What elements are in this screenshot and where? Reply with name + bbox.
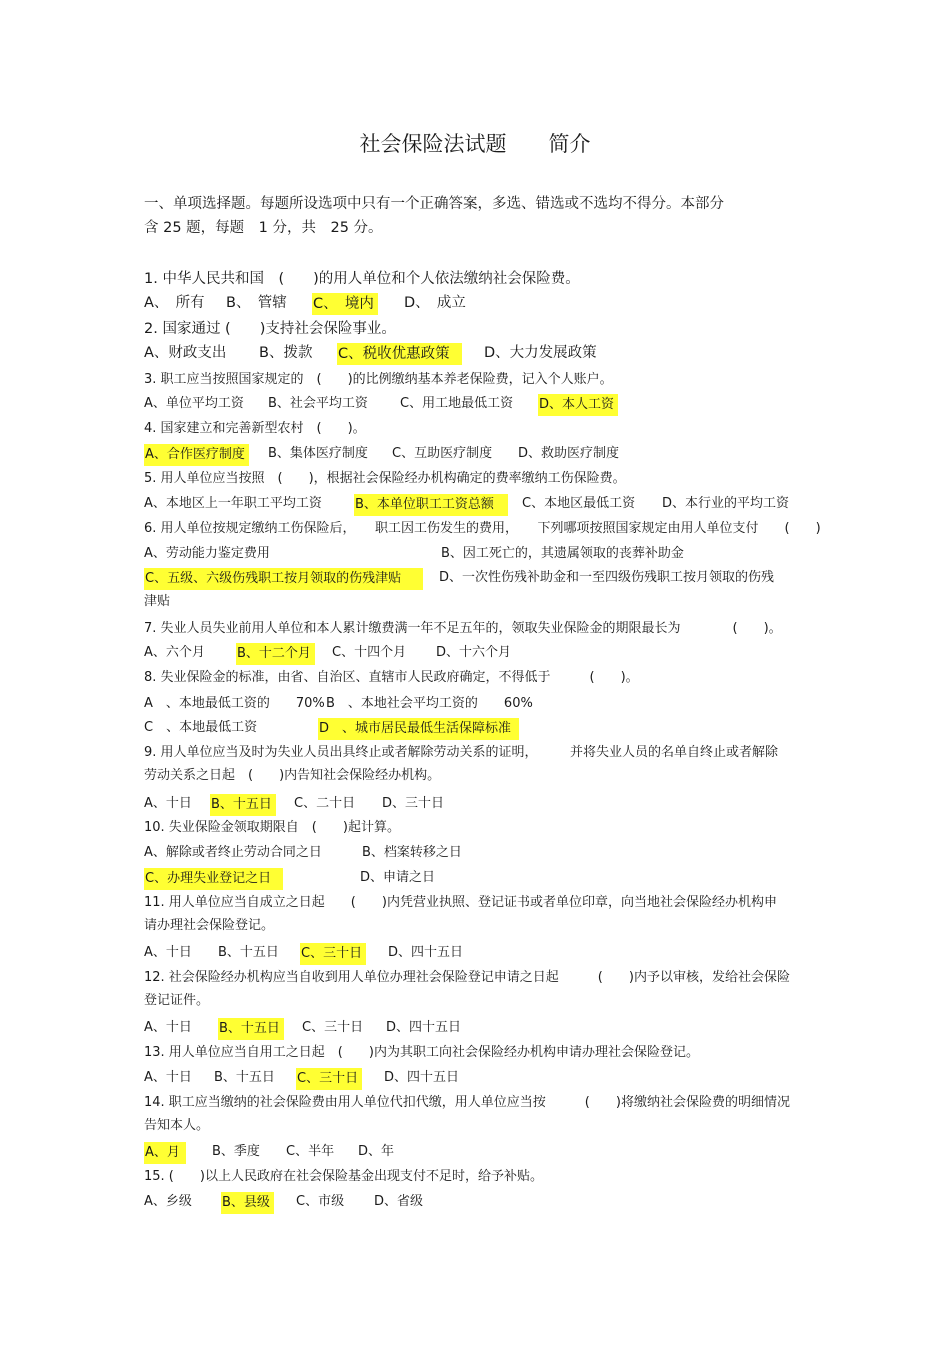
option-d-answer: D 、城市居民最低生活保障标准 (318, 718, 519, 740)
option-row (144, 868, 844, 888)
option-c: C 、本地最低工资 (144, 720, 258, 735)
option-d: D、救助医疗制度 (518, 446, 620, 461)
question-stem: 11. 用人单位应当自成立之日起 ( )内凭营业执照、登记证书或者单位印章，向当地社会保险经办机构申 (144, 895, 777, 910)
option-a: A、十日 (144, 796, 192, 811)
option-row (144, 718, 844, 738)
option-b: B、十五日 (214, 1070, 275, 1085)
question-stem: 请办理社会保险登记。 (144, 918, 275, 933)
option-a-answer: A、合作医疗制度 (144, 444, 249, 466)
option-b: B、集体医疗制度 (268, 446, 368, 461)
question-stem: 14. 职工应当缴纳的社会保险费由用人单位代扣代缴，用人单位应当按 ( )将缴纳社会保险费的明细情况 (144, 1095, 790, 1110)
option-b-answer: B、本单位职工工资总额 (354, 494, 508, 516)
option-a: A、 所有 (144, 295, 205, 311)
question-stem: 2. 国家通过 ( )支持社会保险事业。 (144, 321, 396, 337)
option-row (144, 794, 844, 814)
option-a: A、劳动能力鉴定费用 (144, 546, 270, 561)
instructions-line: 一、单项选择题。每题所设选项中只有一个正确答案，多选、错选或不选均不得分。本部分 (144, 196, 724, 212)
option-row (144, 1068, 844, 1088)
option-row (144, 1018, 844, 1038)
option-a: A、十日 (144, 1070, 192, 1085)
option-d: D、一次性伤残补助金和一至四级伤残职工按月领取的伤残 (439, 570, 775, 585)
option-b: B、季度 (212, 1144, 260, 1159)
option-d: D、四十五日 (386, 1020, 462, 1035)
option-row (144, 694, 844, 714)
question-stem: 12. 社会保险经办机构应当自收到用人单位办理社会保险登记申请之日起 ( )内予以审核，发给社会保险 (144, 970, 790, 985)
option-row (144, 1192, 844, 1212)
option-c: C、二十日 (294, 796, 356, 811)
option-b-answer: B、十二个月 (236, 643, 315, 665)
option-row (144, 293, 844, 315)
option-b: B、社会平均工资 (268, 396, 368, 411)
option-b: B、档案转移之日 (362, 845, 462, 860)
option-c-answer: C、三十日 (300, 943, 366, 965)
option-a: A 、本地最低工资的 70% (144, 696, 325, 711)
option-c-answer: C、 境内 (312, 293, 378, 315)
option-c: C、互助医疗制度 (392, 446, 493, 461)
page-title (0, 128, 950, 158)
option-d: D、四十五日 (388, 945, 464, 960)
question-stem: 10. 失业保险金领取期限自 ( )起计算。 (144, 820, 400, 835)
option-a: A、十日 (144, 945, 192, 960)
option-d: D、申请之日 (360, 870, 436, 885)
option-c: C、十四个月 (332, 645, 407, 660)
option-c: C、本地区最低工资 (522, 496, 636, 511)
option-c-answer: C、三十日 (296, 1068, 362, 1090)
option-b-answer: B、县级 (221, 1192, 274, 1214)
option-d: D、十六个月 (436, 645, 512, 660)
instructions-line: 含 25 题，每题 1 分，共 25 分。 (144, 220, 383, 236)
option-b: B、 管辖 (226, 295, 287, 311)
option-a: A、六个月 (144, 645, 205, 660)
option-d: D、本行业的平均工资 (662, 496, 790, 511)
option-c-answer: C、五级、六级伤残职工按月领取的伤残津贴 (144, 568, 423, 590)
option-d: D、 成立 (404, 295, 466, 311)
option-a: A、单位平均工资 (144, 396, 244, 411)
option-row (144, 444, 844, 464)
option-row (144, 544, 844, 564)
question-stem: 15. ( )以上人民政府在社会保险基金出现支付不足时，给予补贴。 (144, 1169, 543, 1184)
option-c: C、用工地最低工资 (400, 396, 514, 411)
option-a-answer: A、月 (144, 1142, 186, 1164)
option-a: A、解除或者终止劳动合同之日 (144, 845, 322, 860)
question-stem: 7. 失业人员失业前用人单位和本人累计缴费满一年不足五年的，领取失业保险金的期限最长为 ( )。 (144, 621, 782, 636)
question-stem: 劳动关系之日起 ( )内告知社会保险经办机构。 (144, 768, 441, 783)
option-b: B、十五日 (218, 945, 279, 960)
option-row (144, 943, 844, 963)
option-b-answer: B、十五日 (218, 1018, 284, 1040)
option-row (144, 843, 844, 863)
option-row (144, 343, 844, 365)
title-sub: 简介 (548, 132, 591, 156)
option-a: A、乡级 (144, 1194, 192, 1209)
option-c: C、三十日 (302, 1020, 364, 1035)
option-c-answer: C、税收优惠政策 (337, 343, 462, 365)
option-d-answer: D、本人工资 (538, 394, 618, 416)
question-stem: 3. 职工应当按照国家规定的 ( )的比例缴纳基本养老保险费，记入个人账户。 (144, 372, 613, 387)
option-row (144, 643, 844, 663)
question-stem: 1. 中华人民共和国 ( )的用人单位和个人依法缴纳社会保险费。 (144, 271, 580, 287)
option-row (144, 1142, 844, 1162)
option-c: C、半年 (286, 1144, 335, 1159)
question-stem: 8. 失业保险金的标准，由省、自治区、直辖市人民政府确定，不得低于 ( )。 (144, 670, 639, 685)
option-a: A、十日 (144, 1020, 192, 1035)
option-b: B、拨款 (259, 345, 313, 361)
option-d: D、四十五日 (384, 1070, 460, 1085)
question-stem: 13. 用人单位应当自用工之日起 ( )内为其职工向社会保险经办机构申请办理社会保险登记。 (144, 1045, 699, 1060)
option-d: D、三十日 (382, 796, 445, 811)
title-main: 社会保险法试题 (359, 132, 507, 156)
option-d-continued: 津贴 (144, 594, 171, 609)
option-b: B 、本地社会平均工资的 60% (326, 696, 533, 711)
option-d: D、省级 (374, 1194, 424, 1209)
question-stem: 4. 国家建立和完善新型农村 ( )。 (144, 421, 366, 436)
option-d: D、年 (358, 1144, 395, 1159)
question-stem: 5. 用人单位应当按照 ( )，根据社会保险经办机构确定的费率缴纳工伤保险费。 (144, 471, 626, 486)
question-stem: 6. 用人单位按规定缴纳工伤保险后， 职工因工伤发生的费用， 下列哪项按照国家规定由用人单位支付 ( ) (144, 521, 821, 536)
option-d: D、大力发展政策 (484, 345, 597, 361)
option-a: A、财政支出 (144, 345, 227, 361)
option-a: A、本地区上一年职工平均工资 (144, 496, 322, 511)
option-row (144, 394, 844, 414)
question-stem: 告知本人。 (144, 1118, 210, 1133)
question-stem: 9. 用人单位应当及时为失业人员出具终止或者解除劳动关系的证明， 并将失业人员的名单自终止或者解除 (144, 745, 779, 760)
option-c-answer: C、办理失业登记之日 (144, 868, 283, 890)
option-b-answer: B、十五日 (210, 794, 276, 816)
option-c: C、市级 (296, 1194, 345, 1209)
option-b: B、因工死亡的，其遗属领取的丧葬补助金 (441, 546, 684, 561)
option-row (144, 494, 844, 514)
question-stem: 登记证件。 (144, 993, 210, 1008)
option-row (144, 568, 844, 588)
